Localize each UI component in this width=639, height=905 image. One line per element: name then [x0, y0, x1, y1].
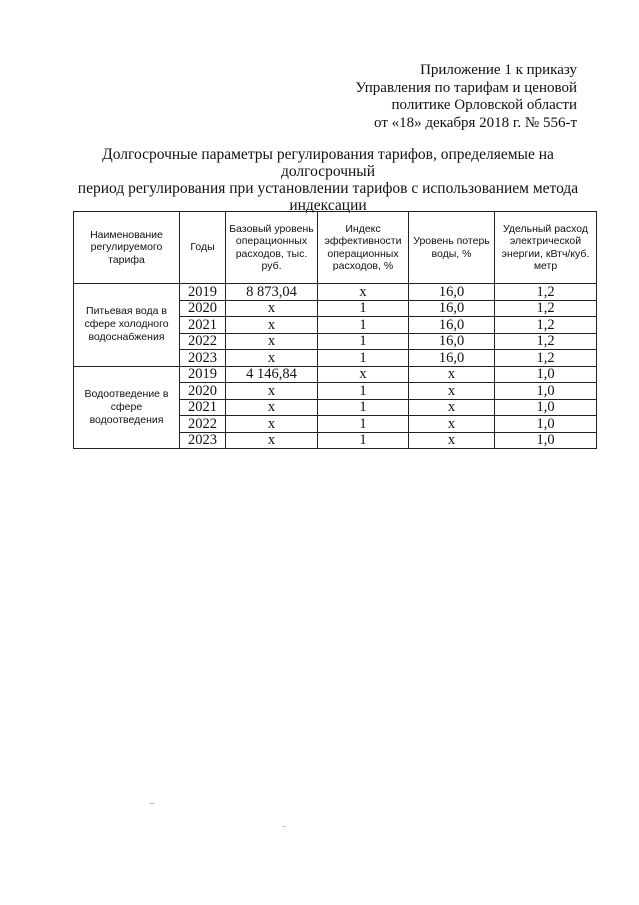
column-header: Индекс эффективности операционных расходов, %	[318, 212, 409, 284]
water-loss-cell: х	[409, 399, 495, 416]
water-loss-cell: 16,0	[409, 284, 495, 301]
water-loss-cell: 16,0	[409, 317, 495, 334]
table-header-row	[74, 212, 597, 284]
header-line: Управления по тарифам и ценовой	[355, 79, 577, 96]
year-cell: 2022	[180, 333, 226, 350]
energy-use-cell: 1,0	[495, 366, 597, 383]
header-line: от «18» декабря 2018 г. № 556-т	[374, 114, 577, 131]
efficiency-index-cell: 1	[318, 383, 409, 400]
water-loss-cell: х	[409, 366, 495, 383]
base-cost-cell: х	[226, 317, 318, 334]
energy-use-cell: 1,2	[495, 317, 597, 334]
base-cost-cell: х	[226, 416, 318, 433]
base-cost-cell: х	[226, 333, 318, 350]
energy-use-cell: 1,2	[495, 333, 597, 350]
water-loss-cell: х	[409, 432, 495, 449]
tariff-name-cell: Водоотведение в сфере водоотведения	[74, 366, 180, 449]
energy-use-cell: 1,2	[495, 300, 597, 317]
efficiency-index-cell: 1	[318, 416, 409, 433]
energy-use-cell: 1,2	[495, 284, 597, 301]
tariff-parameters-table	[73, 211, 597, 449]
water-loss-cell: 16,0	[409, 300, 495, 317]
scan-speck	[283, 826, 286, 827]
efficiency-index-cell: х	[318, 284, 409, 301]
year-cell: 2019	[180, 366, 226, 383]
base-cost-cell: х	[226, 300, 318, 317]
table-row	[74, 284, 597, 301]
energy-use-cell: 1,0	[495, 416, 597, 433]
efficiency-index-cell: 1	[318, 399, 409, 416]
water-loss-cell: х	[409, 416, 495, 433]
water-loss-cell: 16,0	[409, 333, 495, 350]
base-cost-cell: х	[226, 383, 318, 400]
column-header: Уровень потерь воды, %	[409, 212, 495, 284]
header-line: политике Орловской области	[391, 97, 577, 113]
efficiency-index-cell: х	[318, 366, 409, 383]
efficiency-index-cell: 1	[318, 432, 409, 449]
efficiency-index-cell: 1	[318, 350, 409, 367]
energy-use-cell: 1,0	[495, 399, 597, 416]
year-cell: 2021	[180, 399, 226, 416]
table-row	[74, 366, 597, 383]
year-cell: 2020	[180, 300, 226, 317]
efficiency-index-cell: 1	[318, 300, 409, 317]
energy-use-cell: 1,2	[495, 350, 597, 367]
order-appendix-header	[317, 62, 577, 132]
year-cell: 2023	[180, 350, 226, 367]
title-line: период регулирования при установлении тарифов с использованием метода	[77, 180, 579, 197]
column-header: Наименование регулируемого тарифа	[74, 212, 180, 284]
title-line: Долгосрочные параметры регулирования тарифов, определяемые на долгосрочный	[102, 146, 554, 180]
tariff-name-cell: Питьевая вода в сфере холодного водоснабжения	[74, 284, 180, 367]
year-cell: 2023	[180, 432, 226, 449]
base-cost-cell: х	[226, 350, 318, 367]
document-title	[68, 146, 588, 214]
efficiency-index-cell: 1	[318, 333, 409, 350]
energy-use-cell: 1,0	[495, 432, 597, 449]
efficiency-index-cell: 1	[318, 317, 409, 334]
base-cost-cell: 4 146,84	[226, 366, 318, 383]
base-cost-cell: 8 873,04	[226, 284, 318, 301]
column-header: Годы	[180, 212, 226, 284]
year-cell: 2022	[180, 416, 226, 433]
base-cost-cell: х	[226, 432, 318, 449]
year-cell: 2019	[180, 284, 226, 301]
column-header: Удельный расход электрической энергии, кВтч/куб. метр	[495, 212, 597, 284]
base-cost-cell: х	[226, 399, 318, 416]
column-header: Базовый уровень операционных расходов, тыс. руб.	[226, 212, 318, 284]
year-cell: 2020	[180, 383, 226, 400]
water-loss-cell: х	[409, 383, 495, 400]
energy-use-cell: 1,0	[495, 383, 597, 400]
header-line: Приложение 1 к приказу	[420, 62, 577, 78]
year-cell: 2021	[180, 317, 226, 334]
water-loss-cell: 16,0	[409, 350, 495, 367]
scan-speck	[150, 803, 154, 804]
title-line: индексации	[289, 197, 367, 214]
